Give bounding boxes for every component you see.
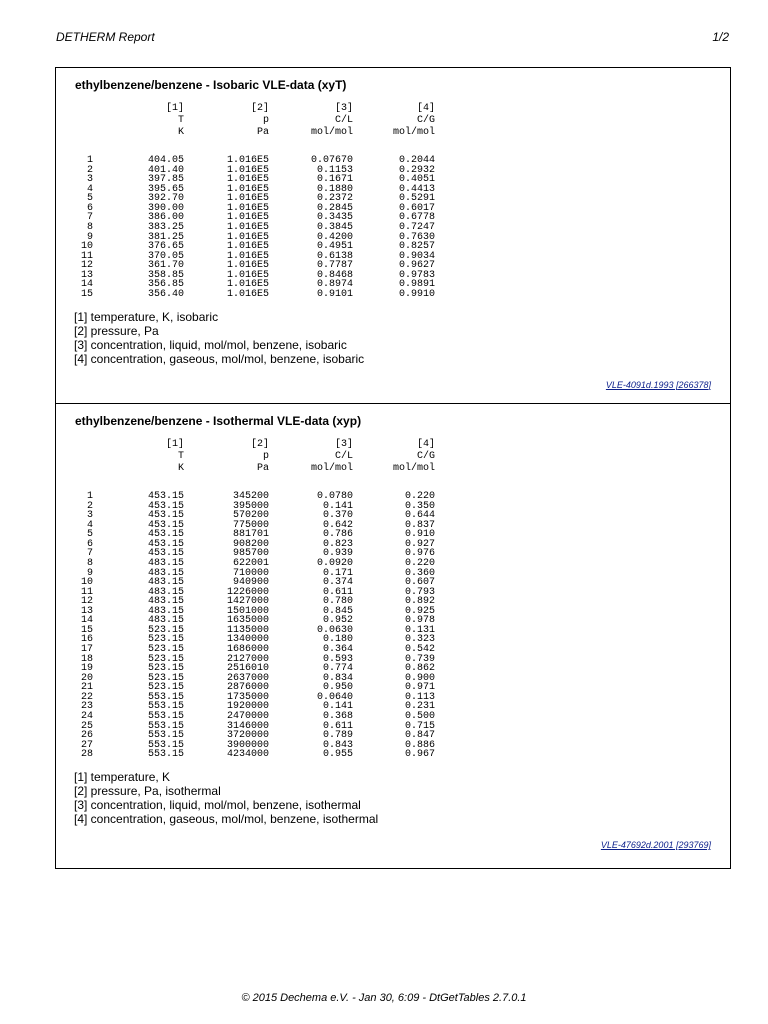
table-cell: 0.886: [404, 739, 435, 751]
table-cell: 0.925: [404, 605, 435, 617]
row-index: 5: [86, 193, 93, 205]
table-cell: 401.40: [147, 164, 184, 176]
table-cell: 0.1153: [316, 164, 353, 176]
row-index: 11: [80, 586, 93, 598]
table-cell: 0.0920: [316, 557, 353, 569]
table-cell: 4234000: [226, 749, 269, 761]
row-index: 15: [80, 288, 93, 300]
table-cell: 0.350: [404, 500, 435, 512]
table-cell: 0.862: [404, 663, 435, 675]
column-header-unit: mol/mol: [310, 463, 353, 474]
table-cell: 1.016E5: [226, 212, 269, 224]
column-header-4: [393, 103, 435, 139]
column-header-sym: T: [177, 115, 184, 126]
table-cell: 0.542: [404, 644, 435, 655]
column-header-sym: C/L: [334, 115, 353, 126]
table-cell: 483.15: [147, 586, 184, 598]
table-cell: 0.892: [404, 596, 435, 608]
section-title: ethylbenzene/benzene - Isothermal VLE-data (xyp): [75, 414, 362, 428]
table-cell: 940900: [232, 577, 269, 589]
table-cell: 0.927: [404, 538, 435, 550]
table-cell: 395.65: [147, 183, 184, 195]
table-cell: 0.4413: [398, 183, 435, 195]
row-index: 10: [80, 241, 93, 253]
table-cell: 0.967: [404, 749, 435, 761]
table-cell: 0.3435: [316, 212, 353, 224]
column-header-num: [3]: [334, 103, 353, 114]
row-index: 4: [86, 519, 93, 531]
column-header-1: [166, 103, 184, 139]
table-cell: 0.4051: [398, 174, 435, 186]
row-index: 3: [86, 510, 93, 522]
table-cell: 397.85: [147, 174, 184, 186]
table-cell: 0.374: [322, 577, 353, 589]
column-header-unit: Pa: [256, 463, 269, 474]
table-cell: 1.016E5: [226, 221, 269, 233]
table-cell: 2637000: [226, 672, 269, 684]
row-index: 27: [80, 739, 93, 751]
column-header-num: [4]: [416, 439, 435, 450]
table-cell: 0.220: [404, 491, 435, 502]
row-index: 13: [80, 269, 93, 281]
row-index: 12: [80, 596, 93, 608]
table-cell: 710000: [232, 567, 269, 579]
row-index: 10: [80, 577, 93, 589]
table-cell: 483.15: [147, 557, 184, 569]
table-cell: 0.4200: [316, 231, 353, 243]
table-cell: 483.15: [147, 605, 184, 617]
row-index: 19: [80, 663, 93, 675]
table-cell: 453.15: [147, 510, 184, 522]
table-cell: 908200: [232, 538, 269, 550]
legend-line: [3] concentration, liquid, mol/mol, benzene, isothermal: [74, 797, 361, 812]
table-cell: 622001: [232, 557, 269, 569]
table-cell: 1135000: [226, 624, 269, 636]
row-index: 15: [80, 624, 93, 636]
table-cell: 0.8257: [398, 241, 435, 253]
row-index: 6: [86, 202, 93, 214]
table-cell: 553.15: [147, 710, 184, 722]
table-cell: 1.016E5: [226, 279, 269, 291]
table-cell: 0.843: [322, 739, 353, 751]
table-cell: 0.837: [404, 519, 435, 531]
table-cell: 0.0630: [316, 624, 353, 636]
table-cell: 0.793: [404, 586, 435, 598]
table-cell: 553.15: [147, 720, 184, 732]
table-cell: 0.6778: [398, 212, 435, 224]
report-header-title: DETHERM Report: [56, 30, 155, 44]
table-cell: 1920000: [226, 701, 269, 713]
table-cell: 0.0640: [316, 691, 353, 703]
table-cell: 553.15: [147, 749, 184, 761]
table-cell: 453.15: [147, 519, 184, 531]
table-cell: 453.15: [147, 500, 184, 512]
row-index: 5: [86, 529, 93, 541]
table-cell: 453.15: [147, 538, 184, 550]
table-cell: 0.5291: [398, 193, 435, 205]
table-cell: 0.7787: [316, 260, 353, 272]
row-index: 9: [86, 231, 93, 243]
column-legend: [74, 310, 364, 366]
row-index: 17: [80, 644, 93, 655]
column-header-3: [311, 103, 353, 139]
table-cell: 0.789: [322, 730, 353, 742]
row-index: 25: [80, 720, 93, 732]
table-cell: 0.9034: [398, 250, 435, 262]
legend-line: [4] concentration, gaseous, mol/mol, benzene, isobaric: [74, 351, 365, 366]
table-cell: 0.2044: [398, 155, 435, 166]
table-cell: 1501000: [226, 605, 269, 617]
column-header-sym: C/L: [334, 451, 353, 462]
column-header-3: [311, 439, 353, 475]
row-index: 21: [80, 682, 93, 694]
table-cell: 0.0780: [316, 491, 353, 502]
row-index: 22: [80, 691, 93, 703]
row-index: 1: [86, 155, 93, 166]
table-cell: 0.978: [404, 615, 435, 627]
table-cell: 376.65: [147, 241, 184, 253]
table-cell: 1226000: [226, 586, 269, 598]
table-cell: 0.8468: [316, 269, 353, 281]
row-index: 16: [80, 634, 93, 646]
table-cell: 0.1671: [316, 174, 353, 186]
row-index: 2: [86, 164, 93, 176]
row-index: 12: [80, 260, 93, 272]
row-index: 23: [80, 701, 93, 713]
table-cell: 383.25: [147, 221, 184, 233]
table-cell: 483.15: [147, 567, 184, 579]
table-cell: 0.611: [322, 720, 353, 732]
section-title: ethylbenzene/benzene - Isobaric VLE-data (xyT): [75, 78, 347, 92]
column-header-unit: Pa: [256, 127, 269, 138]
column-header-sym: p: [262, 115, 269, 126]
table-cell: 0.9910: [398, 288, 435, 300]
table-cell: 0.364: [322, 644, 353, 655]
row-index: 26: [80, 730, 93, 742]
column-header-num: [1]: [165, 103, 184, 114]
table-cell: 0.141: [322, 500, 353, 512]
data-table: [56, 492, 730, 760]
table-cell: 523.15: [147, 644, 184, 655]
table-cell: 523.15: [147, 634, 184, 646]
table-row: [56, 290, 730, 300]
column-header-2: [251, 103, 269, 139]
column-header-sym: p: [262, 451, 269, 462]
column-header-num: [1]: [165, 439, 184, 450]
row-index: 6: [86, 538, 93, 550]
table-cell: 0.6138: [316, 250, 353, 262]
table-cell: 985700: [232, 548, 269, 560]
table-cell: 1.016E5: [226, 202, 269, 214]
column-header-num: [2]: [250, 103, 269, 114]
table-cell: 370.05: [147, 250, 184, 262]
row-index: 11: [80, 250, 93, 262]
table-cell: 0.9627: [398, 260, 435, 272]
table-cell: 0.834: [322, 672, 353, 684]
row-index: 20: [80, 672, 93, 684]
table-cell: 0.2845: [316, 202, 353, 214]
table-cell: 0.607: [404, 577, 435, 589]
row-index: 3: [86, 174, 93, 186]
table-cell: 2127000: [226, 653, 269, 665]
table-cell: 0.774: [322, 663, 353, 675]
row-index: 9: [86, 567, 93, 579]
table-cell: 404.05: [147, 155, 184, 166]
table-cell: 1427000: [226, 596, 269, 608]
table-cell: 0.642: [322, 519, 353, 531]
table-cell: 1.016E5: [226, 241, 269, 253]
table-cell: 453.15: [147, 548, 184, 560]
data-table: [56, 156, 730, 299]
table-cell: 881701: [232, 529, 269, 541]
table-cell: 0.131: [404, 624, 435, 636]
row-index: 14: [80, 279, 93, 291]
legend-line: [1] temperature, K, isobaric: [74, 309, 219, 324]
table-cell: 553.15: [147, 691, 184, 703]
table-cell: 356.85: [147, 279, 184, 291]
row-index: 7: [86, 212, 93, 224]
row-index: 8: [86, 557, 93, 569]
table-cell: 0.900: [404, 672, 435, 684]
table-cell: 0.07670: [310, 155, 353, 166]
page-footer: © 2015 Dechema e.V. - Jan 30, 6:09 - DtGetTables 2.7.0.1: [241, 992, 527, 1004]
table-cell: 0.823: [322, 538, 353, 550]
table-cell: 2516010: [226, 663, 269, 675]
table-cell: 390.00: [147, 202, 184, 214]
legend-line: [1] temperature, K: [74, 769, 171, 784]
table-cell: 0.180: [322, 634, 353, 646]
table-cell: 0.644: [404, 510, 435, 522]
table-cell: 381.25: [147, 231, 184, 243]
column-header-2: [251, 439, 269, 475]
table-cell: 0.231: [404, 701, 435, 713]
table-cell: 775000: [232, 519, 269, 531]
column-header-unit: mol/mol: [310, 127, 353, 138]
legend-line: [4] concentration, gaseous, mol/mol, benzene, isothermal: [74, 811, 379, 826]
column-header-sym: C/G: [416, 115, 435, 126]
row-index: 13: [80, 605, 93, 617]
table-cell: 358.85: [147, 269, 184, 281]
row-index: 24: [80, 710, 93, 722]
table-cell: 553.15: [147, 701, 184, 713]
row-index: 8: [86, 221, 93, 233]
table-cell: 0.9101: [316, 288, 353, 300]
column-header-4: [393, 439, 435, 475]
table-cell: 523.15: [147, 653, 184, 665]
table-cell: 356.40: [147, 288, 184, 300]
table-cell: 1.016E5: [226, 193, 269, 205]
table-cell: 345200: [232, 491, 269, 502]
table-cell: 0.910: [404, 529, 435, 541]
column-header-num: [3]: [334, 439, 353, 450]
table-cell: 0.845: [322, 605, 353, 617]
table-cell: 0.8974: [316, 279, 353, 291]
table-cell: 0.370: [322, 510, 353, 522]
table-cell: 1340000: [226, 634, 269, 646]
table-cell: 0.7630: [398, 231, 435, 243]
table-cell: 395000: [232, 500, 269, 512]
legend-line: [2] pressure, Pa, isothermal: [74, 783, 221, 798]
table-cell: 1.016E5: [226, 250, 269, 262]
table-cell: 1635000: [226, 615, 269, 627]
table-cell: 1.016E5: [226, 260, 269, 272]
table-cell: 483.15: [147, 596, 184, 608]
table-cell: 0.171: [322, 567, 353, 579]
column-header-unit: K: [177, 463, 184, 474]
table-cell: 0.2372: [316, 193, 353, 205]
table-cell: 1.016E5: [226, 231, 269, 243]
reference-link[interactable]: VLE-47692d.2001 [293769]: [600, 839, 711, 850]
table-cell: 0.611: [322, 586, 353, 598]
row-index: 28: [80, 749, 93, 761]
page-number: 1/2: [712, 30, 729, 44]
table-cell: 483.15: [147, 615, 184, 627]
table-cell: 0.847: [404, 730, 435, 742]
table-cell: 3146000: [226, 720, 269, 732]
table-cell: 523.15: [147, 672, 184, 684]
table-cell: 392.70: [147, 193, 184, 205]
table-cell: 2470000: [226, 710, 269, 722]
table-cell: 1.016E5: [226, 164, 269, 176]
table-cell: 0.952: [322, 615, 353, 627]
report-frame: [55, 67, 731, 869]
section-divider: [56, 403, 730, 404]
table-cell: 0.593: [322, 653, 353, 665]
table-cell: 0.9891: [398, 279, 435, 291]
table-cell: 1.016E5: [226, 174, 269, 186]
row-index: 4: [86, 183, 93, 195]
table-cell: 453.15: [147, 529, 184, 541]
table-cell: 453.15: [147, 491, 184, 502]
table-cell: 0.7247: [398, 221, 435, 233]
table-cell: 0.976: [404, 548, 435, 560]
table-cell: 570200: [232, 510, 269, 522]
table-row: [56, 750, 730, 760]
table-cell: 1686000: [226, 644, 269, 655]
table-cell: 523.15: [147, 682, 184, 694]
table-cell: 0.786: [322, 529, 353, 541]
table-cell: 0.780: [322, 596, 353, 608]
column-legend: [74, 770, 378, 826]
table-cell: 0.368: [322, 710, 353, 722]
column-header-num: [2]: [250, 439, 269, 450]
table-cell: 1735000: [226, 691, 269, 703]
table-cell: 0.9783: [398, 269, 435, 281]
table-cell: 523.15: [147, 624, 184, 636]
table-cell: 1.016E5: [226, 288, 269, 300]
table-cell: 523.15: [147, 663, 184, 675]
table-cell: 0.141: [322, 701, 353, 713]
column-header-unit: mol/mol: [392, 127, 435, 138]
table-cell: 0.6017: [398, 202, 435, 214]
row-index: 14: [80, 615, 93, 627]
row-index: 18: [80, 653, 93, 665]
table-cell: 0.4951: [316, 241, 353, 253]
row-index: 2: [86, 500, 93, 512]
column-header-sym: C/G: [416, 451, 435, 462]
legend-line: [2] pressure, Pa: [74, 323, 159, 338]
table-cell: 0.950: [322, 682, 353, 694]
table-cell: 0.939: [322, 548, 353, 560]
table-cell: 3720000: [226, 730, 269, 742]
column-header-1: [166, 439, 184, 475]
column-header-num: [4]: [416, 103, 435, 114]
table-cell: 1.016E5: [226, 269, 269, 281]
table-cell: 1.016E5: [226, 155, 269, 166]
table-cell: 0.500: [404, 710, 435, 722]
table-cell: 1.016E5: [226, 183, 269, 195]
table-cell: 553.15: [147, 730, 184, 742]
table-cell: 386.00: [147, 212, 184, 224]
column-header-unit: mol/mol: [392, 463, 435, 474]
table-cell: 3900000: [226, 739, 269, 751]
table-cell: 0.955: [322, 749, 353, 761]
table-cell: 553.15: [147, 739, 184, 751]
legend-line: [3] concentration, liquid, mol/mol, benzene, isobaric: [74, 337, 347, 352]
table-cell: 0.220: [404, 557, 435, 569]
table-cell: 0.715: [404, 720, 435, 732]
row-index: 1: [86, 491, 93, 502]
column-header-sym: T: [177, 451, 184, 462]
table-cell: 2876000: [226, 682, 269, 694]
table-cell: 0.113: [404, 691, 435, 703]
reference-link[interactable]: VLE-4091d.1993 [266378]: [605, 379, 711, 390]
table-cell: 483.15: [147, 577, 184, 589]
table-cell: 0.360: [404, 567, 435, 579]
table-cell: 0.3845: [316, 221, 353, 233]
row-index: 7: [86, 548, 93, 560]
table-cell: 0.2932: [398, 164, 435, 176]
table-cell: 361.70: [147, 260, 184, 272]
table-cell: 0.971: [404, 682, 435, 694]
column-header-unit: K: [177, 127, 184, 138]
table-cell: 0.739: [404, 653, 435, 665]
table-cell: 0.1880: [316, 183, 353, 195]
table-cell: 0.323: [404, 634, 435, 646]
